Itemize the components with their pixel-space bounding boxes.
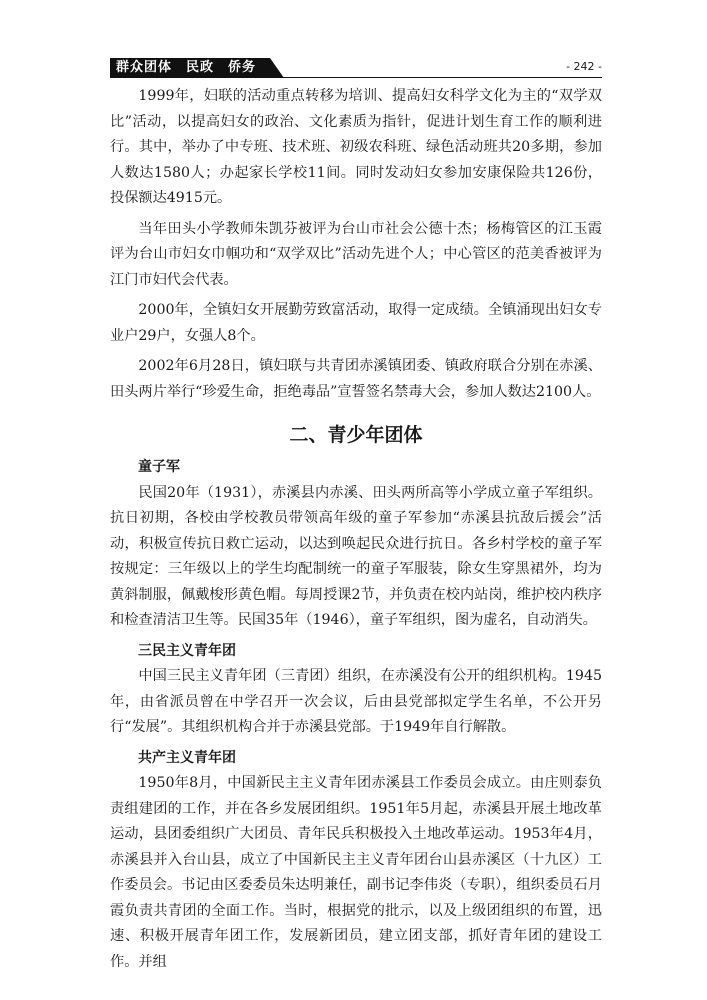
page-header (110, 58, 602, 78)
paragraph: 2002年6月28日，镇妇联与共青团赤溪镇团委、镇政府联合分别在赤溪、田头两片举行“珍爱生命，拒绝毒品”宣誓签名禁毒大会，参加人数达2100人。 (110, 358, 602, 400)
paragraph: 1950年8月，中国新民主主义青年团赤溪县工作委员会成立。由庄则泰负责组建团的工作，并在各乡发展团组织。1951年5月起，赤溪县开展土地改革运动，县团委组织广大团员、青年民兵积极投入土地改革运动。1953年4月，赤溪县并入台山县，成立了中国新民主主义青年团台山县赤溪区（十九区）工作委员会。书记由区委委员朱达明兼任，副书记李伟炎（专职），组织委员石月霞负责共青团的全面工作。当时，根据党的批示，以及上级团组织的布置，迅速、积极开展青年团工作，发展新团员，建立团支部，抓好青年团的建设工作。并组 (110, 775, 602, 970)
paragraph: 2000年，全镇妇女开展勤劳致富活动，取得一定成绩。全镇涌现出妇女专业户29户，女强人8个。 (110, 302, 602, 344)
paragraph: 中国三民主义青年团（三青团）组织，在赤溪没有公开的组织机构。1945年，由省派员曾在中学召开一次会议，后由县党部拟定学生名单，不公开另行“发展”。其组织机构合并于赤溪县党部。于1949年自行解散。 (110, 668, 602, 735)
subsection-heading: 共产主义青年团 (138, 749, 236, 766)
paragraph: 当年田头小学教师朱凯芬被评为台山市社会公德十杰；杨梅管区的江玉霞评为台山市妇女巾帼功和“双学双比”活动先进个人；中心管区的范美香被评为江门市妇代会代表。 (110, 220, 602, 288)
page-body (110, 84, 602, 980)
subsection-heading: 童子军 (138, 459, 180, 475)
section-title: 二、青少年团体 (289, 424, 423, 446)
subsection-heading: 三民主义青年团 (138, 642, 236, 659)
page-number: - 242 - (566, 60, 602, 73)
header-title: 群众团体 民政 侨务 (116, 60, 257, 75)
header-rule (110, 77, 602, 78)
paragraph: 1999年，妇联的活动重点转移为培训、提高妇女科学文化为主的“双学双比”活动，以提高妇女的政治、文化素质为指针，促进计划生育工作的顺利进行。其中，举办了中专班、技术班、初级农科班、绿色活动班共20多期，参加人数达1580人；办起家长学校11间。同时发动妇女参加安康保险共126份，投保额达4915元。 (110, 88, 602, 206)
paragraph: 民国20年（1931），赤溪县内赤溪、田头两所高等小学成立童子军组织。抗日初期，各校由学校教员带领高年级的童子军参加“赤溪县抗敌后援会”活动，积极宣传抗日救亡运动，以达到唤起民众进行抗日。各乡村学校的童子军按规定：三年级以上的学生均配制统一的童子军服装，除女生穿黑裙外，均为黄斜制服，佩戴梭形黄色帽。每周授课2节，并负责在校内站岗，维护校内秩序和检查清洁卫生等。民国35年（1946），童子军组织，图为虚名，自动消失。 (110, 484, 602, 628)
